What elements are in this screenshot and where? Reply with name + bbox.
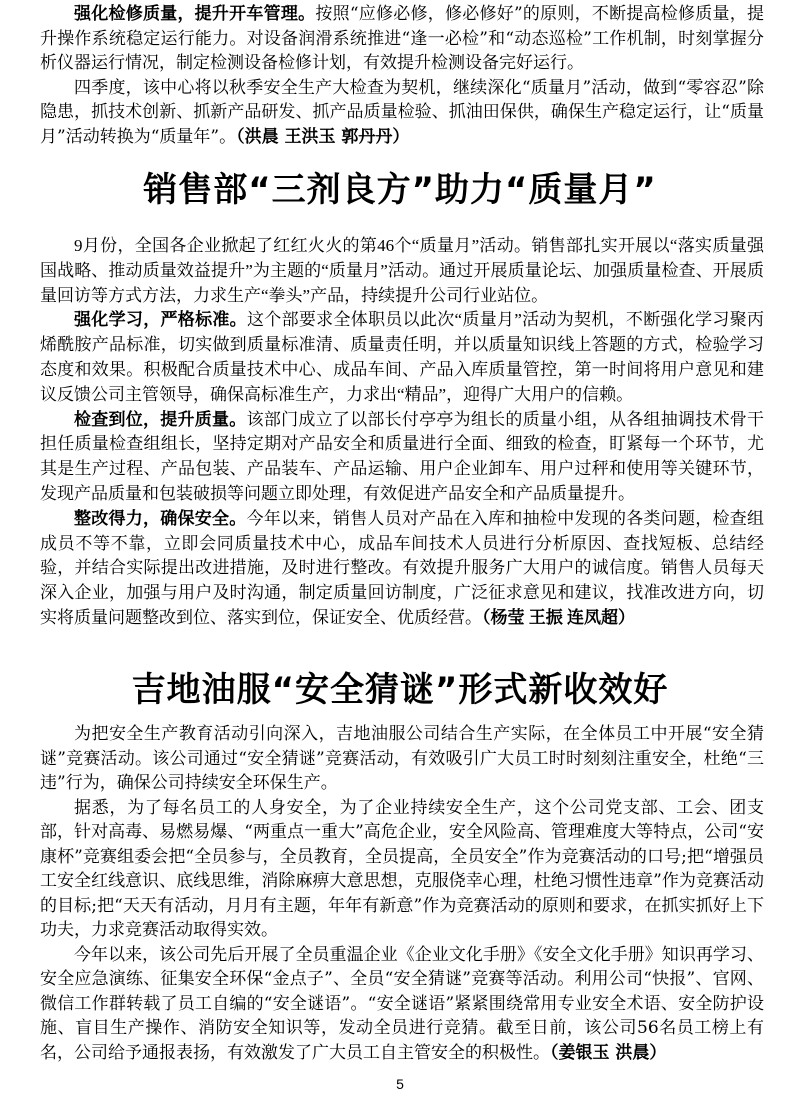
paragraph: [40, 76, 764, 150]
byline: （杨莹 王振 连凤超）: [482, 607, 635, 627]
paragraph: [40, 408, 764, 507]
paragraph-body: 按照“应修必修，修必修好”的原则，不断提高检修质量，提升操作系统稳定运行能力。对设备润滑系统推进“逢一必检”和“动态巡检”工作机制，时刻掌握分析仪器运行情况，制定检测设备检修计划，有效提升检测设备完好运行。: [40, 4, 765, 73]
paragraph: [40, 943, 764, 1066]
paragraph: [40, 2, 764, 76]
article-continued: [40, 2, 764, 149]
paragraph: [40, 308, 764, 407]
paragraph-body: 该部门成立了以部长付亭亭为组长的质量小组，从各组抽调技术骨干担任质量检查组组长，坚持定期对产品安全和质量进行全面、细致的检查，盯紧每一个环节，尤其是生产过程、产品包装、产品装车、产品运输、用户企业卸车、用户过秤和使用等关键环节，发现产品质量和包装破损等问题立即处理，有效促进产品安全和产品质量提升。: [40, 409, 765, 503]
paragraph: 据悉，为了每名员工的人身安全，为了企业持续安全生产，这个公司党支部、工会、团支部，针对高毒、易燃易爆、“两重点一重大”高危企业，安全风险高、管理难度大等特点，公司“安康杯”竞赛组委会把“全员参与，全员教育，全员提高，全员安全”作为竞赛活动的口号;把“增强员工安全红线意识、底线思维，消除麻痹大意思想，克服侥幸心理，杜绝习惯性违章”作为竞赛活动的目标;把“天天有活动，月月有主题，年年有新意”作为竞赛活动的原则和要求，在抓实抓好上下功夫，力求竞赛活动取得实效。: [40, 797, 764, 940]
paragraph-lead: 强化学习，严格标准。: [74, 310, 247, 330]
paragraph: 为把安全生产教育活动引向深入，吉地油服公司结合生产实际，在全体员工中开展“安全猜谜”竞赛活动。该公司通过“安全猜谜”竞赛活动，有效吸引广大员工时时刻刻注重安全，杜绝“三违”行为，确保公司持续安全环保生产。: [40, 724, 764, 793]
paragraph-body: 这个部要求全体职员以此次“质量月”活动为契机，不断强化学习聚丙烯酰胺产品标准，切实做到质量标准清、质量责任明，并以质量知识线上答题的方式，检验学习态度和效果。积极配合质量技术中心、成品车间、产品入库质量管控，第一时间将用户意见和建议反馈公司主管领导，确保高标准生产，力求出“精品”，迎得广大用户的信赖。: [40, 310, 765, 404]
article-title: 吉地油服“安全猜谜”形式新收效好: [131, 670, 669, 710]
page-number: 5: [396, 1076, 404, 1092]
byline: （洪晨 王洪玉 郭丹丹）: [236, 126, 410, 147]
paragraph-lead: 整改得力，确保安全。: [74, 508, 247, 528]
article-sales-department: [40, 234, 764, 631]
paragraph-body: 今年以来，销售人员对产品在入库和抽检中发现的各类问题，检查组成员不等不靠，立即会同质量技术中心，成品车间技术人员进行分析原因、查找短板、总结经验，并结合实际提出改进措施，及时进行整改。有效提升服务广大用户的诚信度。销售人员每天深入企业，加强与用户及时沟通，制定质量回访制度，广泛征求意见和建议，找准改进方向，切实将质量问题整改到位、落实到位，保证安全、优质经营。: [40, 508, 765, 627]
paragraph-lead: 检查到位，提升质量。: [74, 409, 247, 429]
paragraph-lead: 强化检修质量，提升开车管理。: [74, 4, 316, 24]
paragraph-body: 今年以来，该公司先后开展了全员重温企业《企业文化手册》《安全文化手册》知识再学习、安全应急演练、征集安全环保“金点子”、全员“安全猜谜”竞赛等活动。利用公司“快报”、官网、微信工作群转载了员工自编的“安全谜语”。“安全谜语”紧紧围绕常用专业安全术语、安全防护设施、盲目生产操作、消防安全知识等，发动全员进行竞猜。截至日前，该公司56名员工榜上有名，公司给予通报表扬，有效激发了广大员工自主管安全的积极性。: [40, 944, 764, 1063]
paragraph: 9月份，全国各企业掀起了红红火火的第46个“质量月”活动。销售部扎实开展以“落实质量强国战略、推动质量效益提升”为主题的“质量月”活动。通过开展质量论坛、加强质量检查、开展质量回访等方式方法，力求生产“拳头”产品，持续提升公司行业站位。: [40, 236, 764, 305]
paragraph: [40, 507, 764, 631]
paragraph-body: 四季度，该中心将以秋季安全生产大检查为契机，继续深化“质量月”活动，做到“零容忍”除隐患，抓技术创新、抓新产品研发、抓产品质量检验、抓油田保供，确保生产稳定运行，让“质量月”活动转换为“质量年”。: [40, 77, 764, 147]
article-safety-riddles: [40, 722, 764, 1065]
article-title: 销售部“三剂良方”助力“质量月”: [143, 170, 657, 210]
byline: （姜银玉 洪晨）: [550, 1042, 667, 1063]
